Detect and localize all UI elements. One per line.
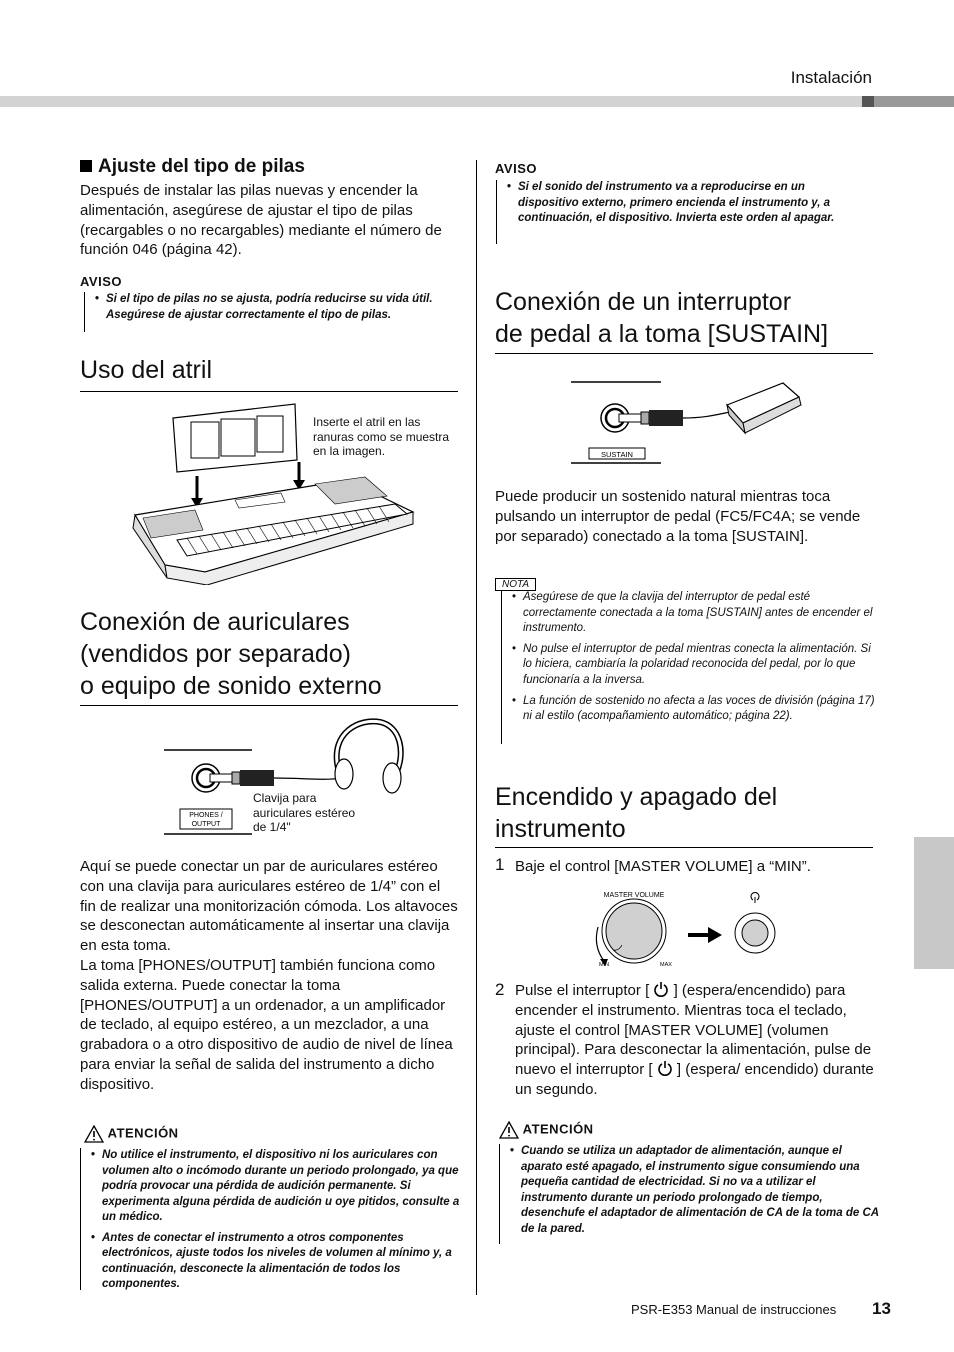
step-text: Baje el control [MASTER VOLUME] a “MIN”. [515,858,811,875]
warning-heading: ATENCIÓN [499,1121,594,1139]
power-button-icon [653,981,669,997]
battery-type-heading: Ajuste del tipo de pilas [80,156,305,178]
aviso-note [84,292,463,332]
atril-caption: Inserte el atril en las ranuras como se muestra en la imagen. [313,415,450,458]
sustain-pedal-illustration [565,375,815,470]
section-title-sustain: Conexión de un interruptor de pedal a la toma [SUSTAIN] [495,288,829,348]
page-number: 13 [872,1299,891,1318]
aviso-item: • Si el tipo de pilas no se ajusta, podría reducirse su vida útil. Asegúrese de ajustar correctamente el tipo de pilas. [95,292,463,323]
header-band [0,96,954,107]
aviso-label: AVISO [80,274,122,289]
power-symbol-icon [751,893,759,903]
nota-tag: NOTA [495,574,536,592]
knob-max: MAX [660,962,672,968]
section-title-atril: Uso del atril [80,356,212,384]
phones-body: Aquí se puede conectar un par de auriculares estéreo con una clavija para auriculares estéreo de 1/4” con el fin de realizar una monitorización cómoda. Los altavoces se desconectan automáticamente al insertar una clavija en esta toma. La toma [PHONES/OUTPUT] también funciona como salida externa. Puede conectar la toma [PHONES/OUTPUT] a un ordenador, a un amplificador de teclado, al equipo estéreo, a un mezclador, a una grabadora o a otro dispositivo de audio de nivel de línea para enviar la señal de salida del instrumento a dicho dispositivo. [80,858,458,1093]
sustain-jack-label: SUSTAIN [601,450,633,459]
header-band-tab [874,96,954,107]
warning-note [499,1144,882,1244]
nota-item: • No pulse el interruptor de pedal mientras conecta la alimentación. Si lo hiciera, cambiaría la polaridad reconocida del pedal, por lo que funcionaría a la inversa. [512,642,880,689]
section-rule [80,705,458,706]
warning-item: • Antes de conectar el instrumento a otros componentes electrónicos, ajuste todos los niveles de volumen al mínimo y, a continuación, desconecte la alimentación de todos los componentes. [91,1231,463,1293]
knob-min: MIN [598,962,610,968]
aviso-label: AVISO [495,161,537,176]
battery-type-body: Después de instalar las pilas nuevas y encender la alimentación, asegúrese de ajustar el tipo de pilas (recargables o no recargables) mediante el número de función 046 (página 42). [80,182,442,259]
phones-jack-label-l2: OUTPUT [191,821,221,828]
section-rule [80,391,458,392]
square-bullet-icon [80,160,92,172]
step-number: 1 [495,855,505,874]
warning-item: • Cuando se utiliza un adaptador de alimentación, aunque el aparato esté apagado, el instrumento sigue consumiendo una pequeña cantidad de electricidad. Si no va a utilizar el instrumento durante un periodo prolongado de tiempo, desenchufe el adaptador de alimentación de CA de la toma de CA de la pared. [510,1144,882,1237]
knob-label: MASTER VOLUME [603,892,665,899]
warning-item: • No utilice el instrumento, el dispositivo ni los auriculares con volumen alto o incómodo durante un periodo prolongado, ya que podría provocar una pérdida de audición permanente. Si experimenta alguna pérdida de audición u oye pitidos, consulte a un médico. [91,1148,463,1226]
power-button-icon [657,1060,673,1076]
nota-item: • La función de sostenido no afecta a las voces de división (página 17) ni al estilo (acompañamiento automático; página 22). [512,694,880,725]
section-title-power: Encendido y apagado del instrumento [495,783,778,843]
warning-triangle-icon [499,1121,519,1139]
sustain-body: Puede producir un sostenido natural mientras toca pulsando un interruptor de pedal (FC5/FC4A; se vende por separado) conectado a la toma [SUSTAIN]. [495,488,861,545]
column-divider [476,160,477,1295]
section-title-phones: Conexión de auriculares (vendidos por separado) o equipo de sonido externo [80,608,382,700]
phones-caption: Clavija para auriculares estéreo de 1/4" [253,791,356,834]
running-header: Instalación [790,68,872,87]
master-volume-illustration [586,887,786,969]
chapter-side-tab [914,837,954,969]
warning-heading: ATENCIÓN [84,1125,179,1143]
section-rule [495,353,873,354]
nota-note [501,590,880,744]
warning-note [80,1148,463,1290]
header-band-marker [862,96,874,107]
aviso-note [496,180,865,244]
step-number: 2 [495,980,505,999]
aviso-item: • Si el sonido del instrumento va a reproducirse en un dispositivo externo, primero encienda el instrumento y, a continuación, el dispositivo. Invierta este orden al apagar. [507,180,865,227]
warning-triangle-icon [84,1125,104,1143]
footer-model: PSR-E353 Manual de instrucciones [631,1302,837,1317]
section-rule [495,847,873,848]
nota-item: • Asegúrese de que la clavija del interruptor de pedal esté correctamente conectada a la toma [SUSTAIN] antes de encender el instrumento. [512,590,880,637]
phones-jack-label-l1: PHONES / [189,812,223,819]
step-text: Pulse el interruptor [ ] (espera/encendido) para encender el instrumento. Mientras toca el teclado, ajuste el control [MASTER VOLUME] (volumen principal). Para desconectar la alimentación, pulse de nuevo el interruptor [ ] (espera/ encendido) durante un segundo. [515,982,874,1098]
